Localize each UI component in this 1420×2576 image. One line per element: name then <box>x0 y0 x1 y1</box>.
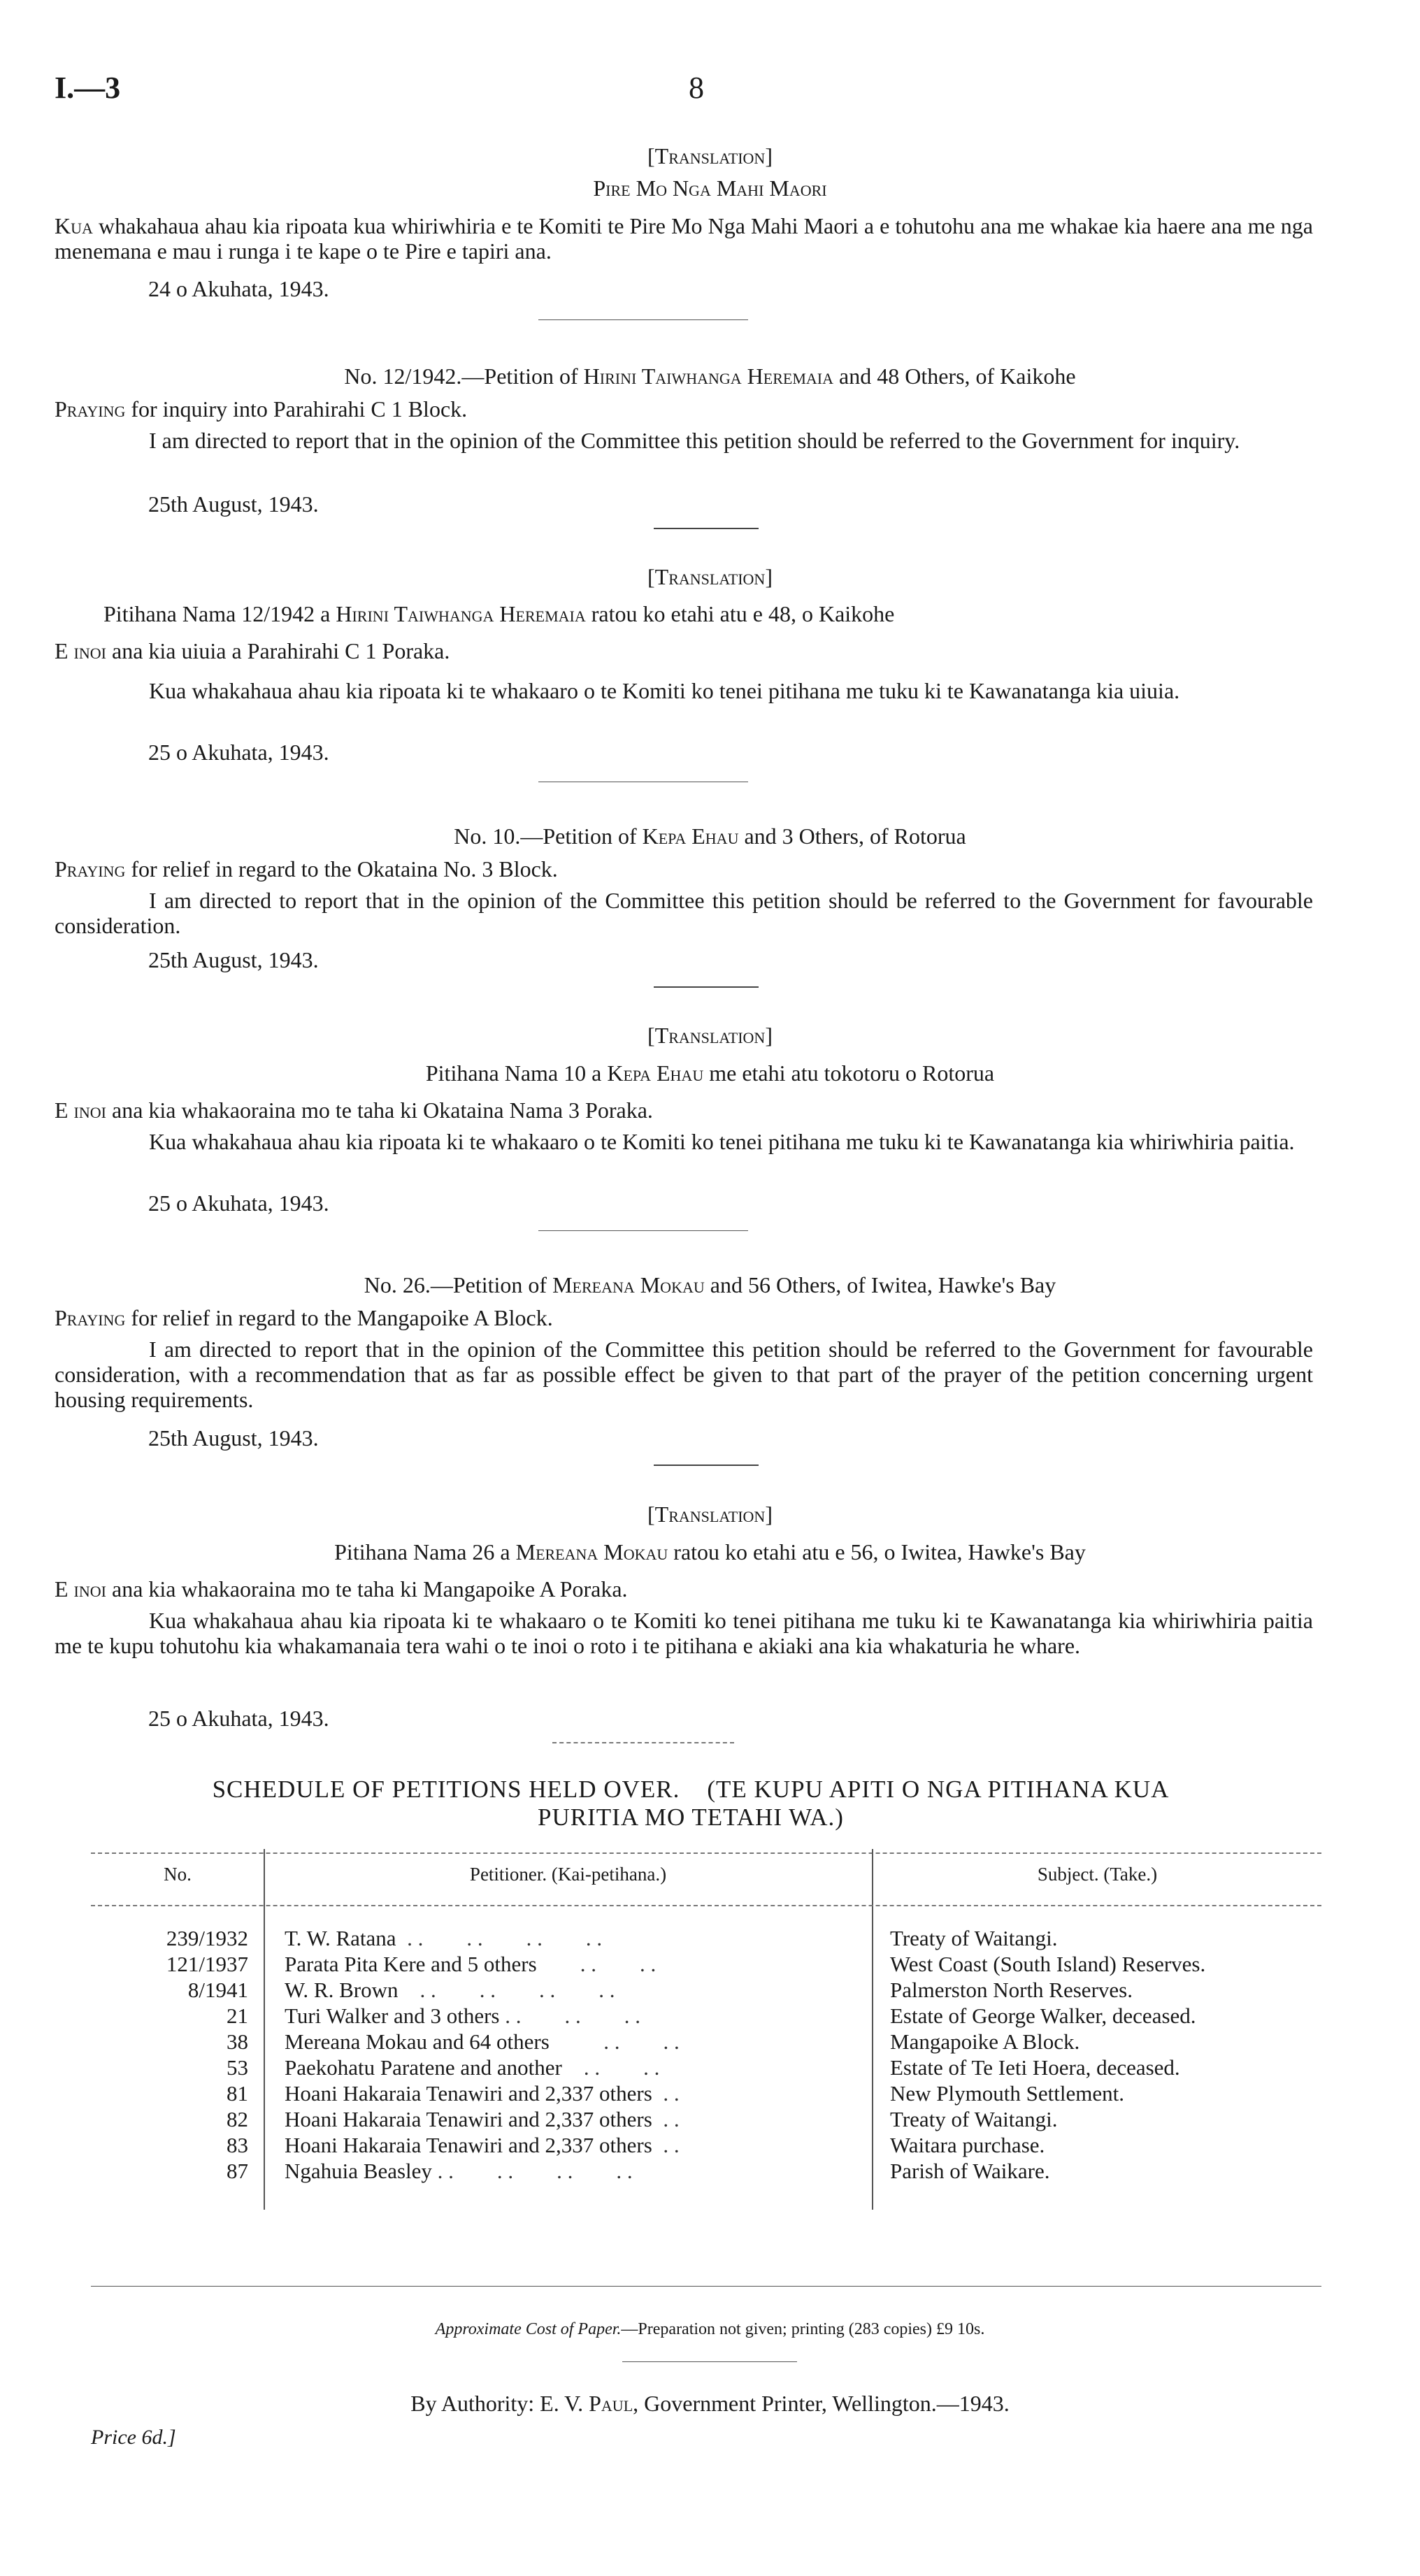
praying-text: for inquiry into Parahirahi C 1 Block. <box>125 396 468 422</box>
title-post: me etahi atu tokotoru o Rotorua <box>703 1060 995 1086</box>
dot-leaders: . . . . <box>561 2055 660 2080</box>
subject: Treaty of Waitangi. <box>890 1925 1058 1950</box>
authority-post: , Government Printer, Wellington.—1943. <box>633 2391 1010 2416</box>
bill-title-maori: Pire Mo Nga Mahi Maori <box>593 175 827 201</box>
inoi-line <box>55 638 1313 663</box>
translation-heading: [Translation] <box>647 564 773 589</box>
dot-leaders: . . . . . . . . <box>431 2158 633 2183</box>
divider <box>552 1742 734 1743</box>
subject: Parish of Waikare. <box>890 2158 1050 2183</box>
petitioner-cell <box>264 1977 873 2003</box>
praying-text: for relief in regard to the Mangapoike A Block. <box>125 1305 553 1330</box>
petitioner-name: Hoani Hakaraia Tenawiri and 2,337 others <box>285 2080 652 2106</box>
cost-note <box>0 2320 1420 2339</box>
schedule-title-line-2: PURITIA MO TETAHI WA.) <box>538 1804 844 1831</box>
petition-title <box>0 823 1420 849</box>
date: 25th August, 1943. <box>148 491 319 517</box>
table-row <box>91 2080 1321 2106</box>
translation-body: Kua whakahaua ahau kia ripoata ki te whakaaro o te Komiti ko tenei pitihana me tuku ki te Kawanatanga kia uiuia. <box>149 678 1180 703</box>
petitioner-name: W. R. Brown <box>285 1977 399 2002</box>
title-post: and 3 Others, of Rotorua <box>738 823 966 849</box>
petitioner-name: Turi Walker and 3 others <box>285 2003 500 2028</box>
petitioner-cell <box>264 2029 873 2055</box>
petition-number: 82 <box>91 2106 264 2132</box>
date: 25th August, 1943. <box>148 947 319 972</box>
title-post: and 48 Others, of Kaikohe <box>833 364 1076 389</box>
petition-number: 21 <box>91 2003 264 2029</box>
schedule-table <box>91 1849 1321 2210</box>
petition-number: 81 <box>91 2080 264 2106</box>
divider <box>622 2361 797 2362</box>
table-row <box>91 2158 1321 2184</box>
dot-leaders: . . . . <box>536 1951 657 1976</box>
petitioner-cell <box>264 1925 873 1951</box>
authority-line <box>0 2391 1420 2417</box>
inoi-lead: E inoi <box>55 1098 106 1123</box>
translation-heading: [Translation] <box>647 1502 773 1527</box>
petition-number: 8/1941 <box>91 1977 264 2003</box>
petitioner-name: Hoani Hakaraia Tenawiri and 2,337 others <box>285 2132 652 2157</box>
divider <box>654 986 759 988</box>
subject: Treaty of Waitangi. <box>890 2106 1058 2131</box>
title-pre: No. 10.—Petition of <box>454 823 643 849</box>
petitioner-name: Ngahuia Beasley <box>285 2158 432 2183</box>
printer-name: Paul <box>589 2391 633 2416</box>
petition-body: I am directed to report that in the opinion of the Committee this petition should be referred to the Government for inquiry. <box>149 428 1240 453</box>
inoi-text: ana kia whakaoraina mo te taha ki Mangapoike A Poraka. <box>106 1576 628 1602</box>
title-pre: Pitihana Nama 10 a <box>425 1060 608 1086</box>
table-row <box>91 1977 1321 2003</box>
petitioner-cell <box>264 2158 873 2184</box>
petitioner-name: Hirini Taiwhanga Heremaia <box>583 364 833 389</box>
praying-lead: Praying <box>55 856 126 882</box>
praying-line <box>55 396 1313 422</box>
title-pre: No. 12/1942.—Petition of <box>344 364 584 389</box>
praying-line <box>55 856 1313 882</box>
table-row <box>91 2106 1321 2132</box>
dot-leaders: . . . . . . . . <box>396 1925 603 1950</box>
body-text: whakahaua ahau kia ripoata kua whiriwhiria e te Komiti te Pire Mo Nga Mahi Maori a e tohutohu ana me whakae kia haere ana me nga menemana e mau i runga i te kape o te Pire e tapiri ana. <box>55 213 1313 264</box>
col-header-no: No. <box>91 1849 264 1899</box>
parliamentary-paper-ref: I.—3 <box>55 71 121 105</box>
dot-leaders: . . . . . . . . <box>398 1977 615 2002</box>
date: 25 o Akuhata, 1943. <box>148 1706 329 1731</box>
title-pre: Pitihana Nama 26 a <box>334 1539 516 1564</box>
title-post: ratou ko etahi atu e 48, o Kaikohe <box>585 601 895 626</box>
subject: Palmerston North Reserves. <box>890 1977 1133 2002</box>
divider <box>654 1465 759 1466</box>
translation-heading: [Translation] <box>647 1023 773 1048</box>
date: 25 o Akuhata, 1943. <box>148 740 329 765</box>
dot-leaders: . . <box>652 2106 680 2131</box>
table-row <box>91 2029 1321 2055</box>
translation-title <box>0 1539 1420 1564</box>
petitioner-name: Kepa Ehau <box>642 823 739 849</box>
inoi-lead: E inoi <box>55 1576 106 1602</box>
inoi-lead: E inoi <box>55 638 106 663</box>
table-row <box>91 2003 1321 2029</box>
date: 25th August, 1943. <box>148 1425 319 1451</box>
petitioner-cell <box>264 2080 873 2106</box>
praying-line <box>55 1305 1313 1330</box>
dot-leaders: . . . . . . <box>499 2003 640 2028</box>
translation-title <box>0 1060 1420 1086</box>
cost-label: Approximate Cost of Paper. <box>435 2320 622 2338</box>
petitioner-name: Hoani Hakaraia Tenawiri and 2,337 others <box>285 2106 652 2131</box>
price: Price 6d.] <box>91 2426 176 2449</box>
date: 25 o Akuhata, 1943. <box>148 1190 329 1216</box>
petitioner-name: Kepa Ehau <box>607 1060 704 1086</box>
petition-number: 83 <box>91 2132 264 2158</box>
subject: Mangapoike A Block. <box>890 2029 1080 2054</box>
petition-number: 38 <box>91 2029 264 2055</box>
petition-number: 239/1932 <box>91 1925 264 1951</box>
subject: New Plymouth Settlement. <box>890 2080 1124 2106</box>
subject: West Coast (South Island) Reserves. <box>890 1951 1206 1976</box>
table-row <box>91 2132 1321 2158</box>
dot-leaders: . . <box>652 2080 680 2106</box>
petitioner-name: Hirini Taiwhanga Heremaia <box>336 601 586 626</box>
date: 24 o Akuhata, 1943. <box>148 276 329 301</box>
schedule-title-line-1: SCHEDULE OF PETITIONS HELD OVER. (TE KUPU APITI O NGA PITIHANA KUA <box>212 1776 1170 1803</box>
subject: Estate of George Walker, deceased. <box>890 2003 1196 2028</box>
title-post: and 56 Others, of Iwitea, Hawke's Bay <box>704 1272 1056 1297</box>
petitioner-name: Mereana Mokau <box>515 1539 668 1564</box>
inoi-line <box>55 1098 1313 1123</box>
title-post: ratou ko etahi atu e 56, o Iwitea, Hawke's Bay <box>668 1539 1086 1564</box>
petitioner-cell <box>264 2003 873 2029</box>
table-header-row <box>91 1849 1321 1899</box>
translation-heading: [Translation] <box>647 143 773 168</box>
petition-number: 53 <box>91 2055 264 2080</box>
petition-number: 121/1937 <box>91 1951 264 1977</box>
authority-pre: By Authority: E. V. <box>410 2391 589 2416</box>
table-row <box>91 1951 1321 1977</box>
petition-body: I am directed to report that in the opinion of the Committee this petition should be referred to the Government for favourable consideration. <box>55 888 1313 938</box>
subject: Estate of Te Ieti Hoera, deceased. <box>890 2055 1180 2080</box>
petitioner-name: Parata Pita Kere and 5 others <box>285 1951 537 1976</box>
praying-text: for relief in regard to the Okataina No. 3 Block. <box>125 856 558 882</box>
schedule-title <box>55 1776 1327 1832</box>
page-number: 8 <box>689 71 704 105</box>
petition-body: I am directed to report that in the opinion of the Committee this petition should be referred to the Government for favourable consideration, with a recommendation that as far as possible effect be given to that part of the prayer of the petition concerning urgent housing requirements. <box>55 1337 1313 1412</box>
inoi-text: ana kia whakaoraina mo te taha ki Okataina Nama 3 Poraka. <box>106 1098 653 1123</box>
title-pre: No. 26.—Petition of <box>364 1272 553 1297</box>
table-row <box>91 1925 1321 1951</box>
header-rule <box>91 1905 1321 1906</box>
bill-translation-body <box>55 213 1313 264</box>
table-spacer <box>91 2184 1321 2210</box>
body-lead: Kua <box>55 213 93 238</box>
inoi-text: ana kia uiuia a Parahirahi C 1 Poraka. <box>106 638 450 663</box>
petitioner-name: Mereana Mokau and 64 others <box>285 2029 550 2054</box>
subject: Waitara purchase. <box>890 2132 1045 2157</box>
praying-lead: Praying <box>55 396 126 422</box>
table-spacer <box>91 1899 1321 1925</box>
inoi-line <box>55 1576 1313 1602</box>
translation-body: Kua whakahaua ahau kia ripoata ki te whakaaro o te Komiti ko tenei pitihana me tuku ki te Kawanatanga kia whiriwhiria paitia me te kupu tohutohu kia whakamanaia tera wahi o te inoi o roto i te pitihana e akiaki ana kia whakaturia he whare. <box>55 1608 1313 1658</box>
col-header-subject: Subject. (Take.) <box>1037 1863 1158 1885</box>
title-pre: Pitihana Nama 12/1942 a <box>103 601 336 626</box>
dot-leaders: . . <box>652 2132 680 2157</box>
table-bottom-rule <box>91 2286 1321 2287</box>
col-header-petitioner: Petitioner. (Kai-petihana.) <box>264 1849 873 1899</box>
petitioner-cell <box>264 1951 873 1977</box>
cost-text: —Preparation not given; printing (283 copies) £9 10s. <box>621 2320 985 2338</box>
petitioner-name: Paekohatu Paratene and another <box>285 2055 562 2080</box>
divider <box>654 528 759 529</box>
divider <box>538 319 748 320</box>
dot-leaders: . . . . <box>549 2029 680 2054</box>
petition-title <box>0 364 1420 389</box>
translation-title <box>55 601 1313 626</box>
praying-lead: Praying <box>55 1305 126 1330</box>
petitioner-cell <box>264 2055 873 2080</box>
petitioner-name: T. W. Ratana <box>285 1925 396 1950</box>
petition-number: 87 <box>91 2158 264 2184</box>
petitioner-name: Mereana Mokau <box>552 1272 705 1297</box>
translation-body: Kua whakahaua ahau kia ripoata ki te whakaaro o te Komiti ko tenei pitihana me tuku ki te Kawanatanga kia whiriwhiria paitia. <box>149 1129 1295 1154</box>
petition-title <box>0 1272 1420 1297</box>
petitioner-cell <box>264 2106 873 2132</box>
divider <box>538 1230 748 1231</box>
petitioner-cell <box>264 2132 873 2158</box>
table-row <box>91 2055 1321 2080</box>
